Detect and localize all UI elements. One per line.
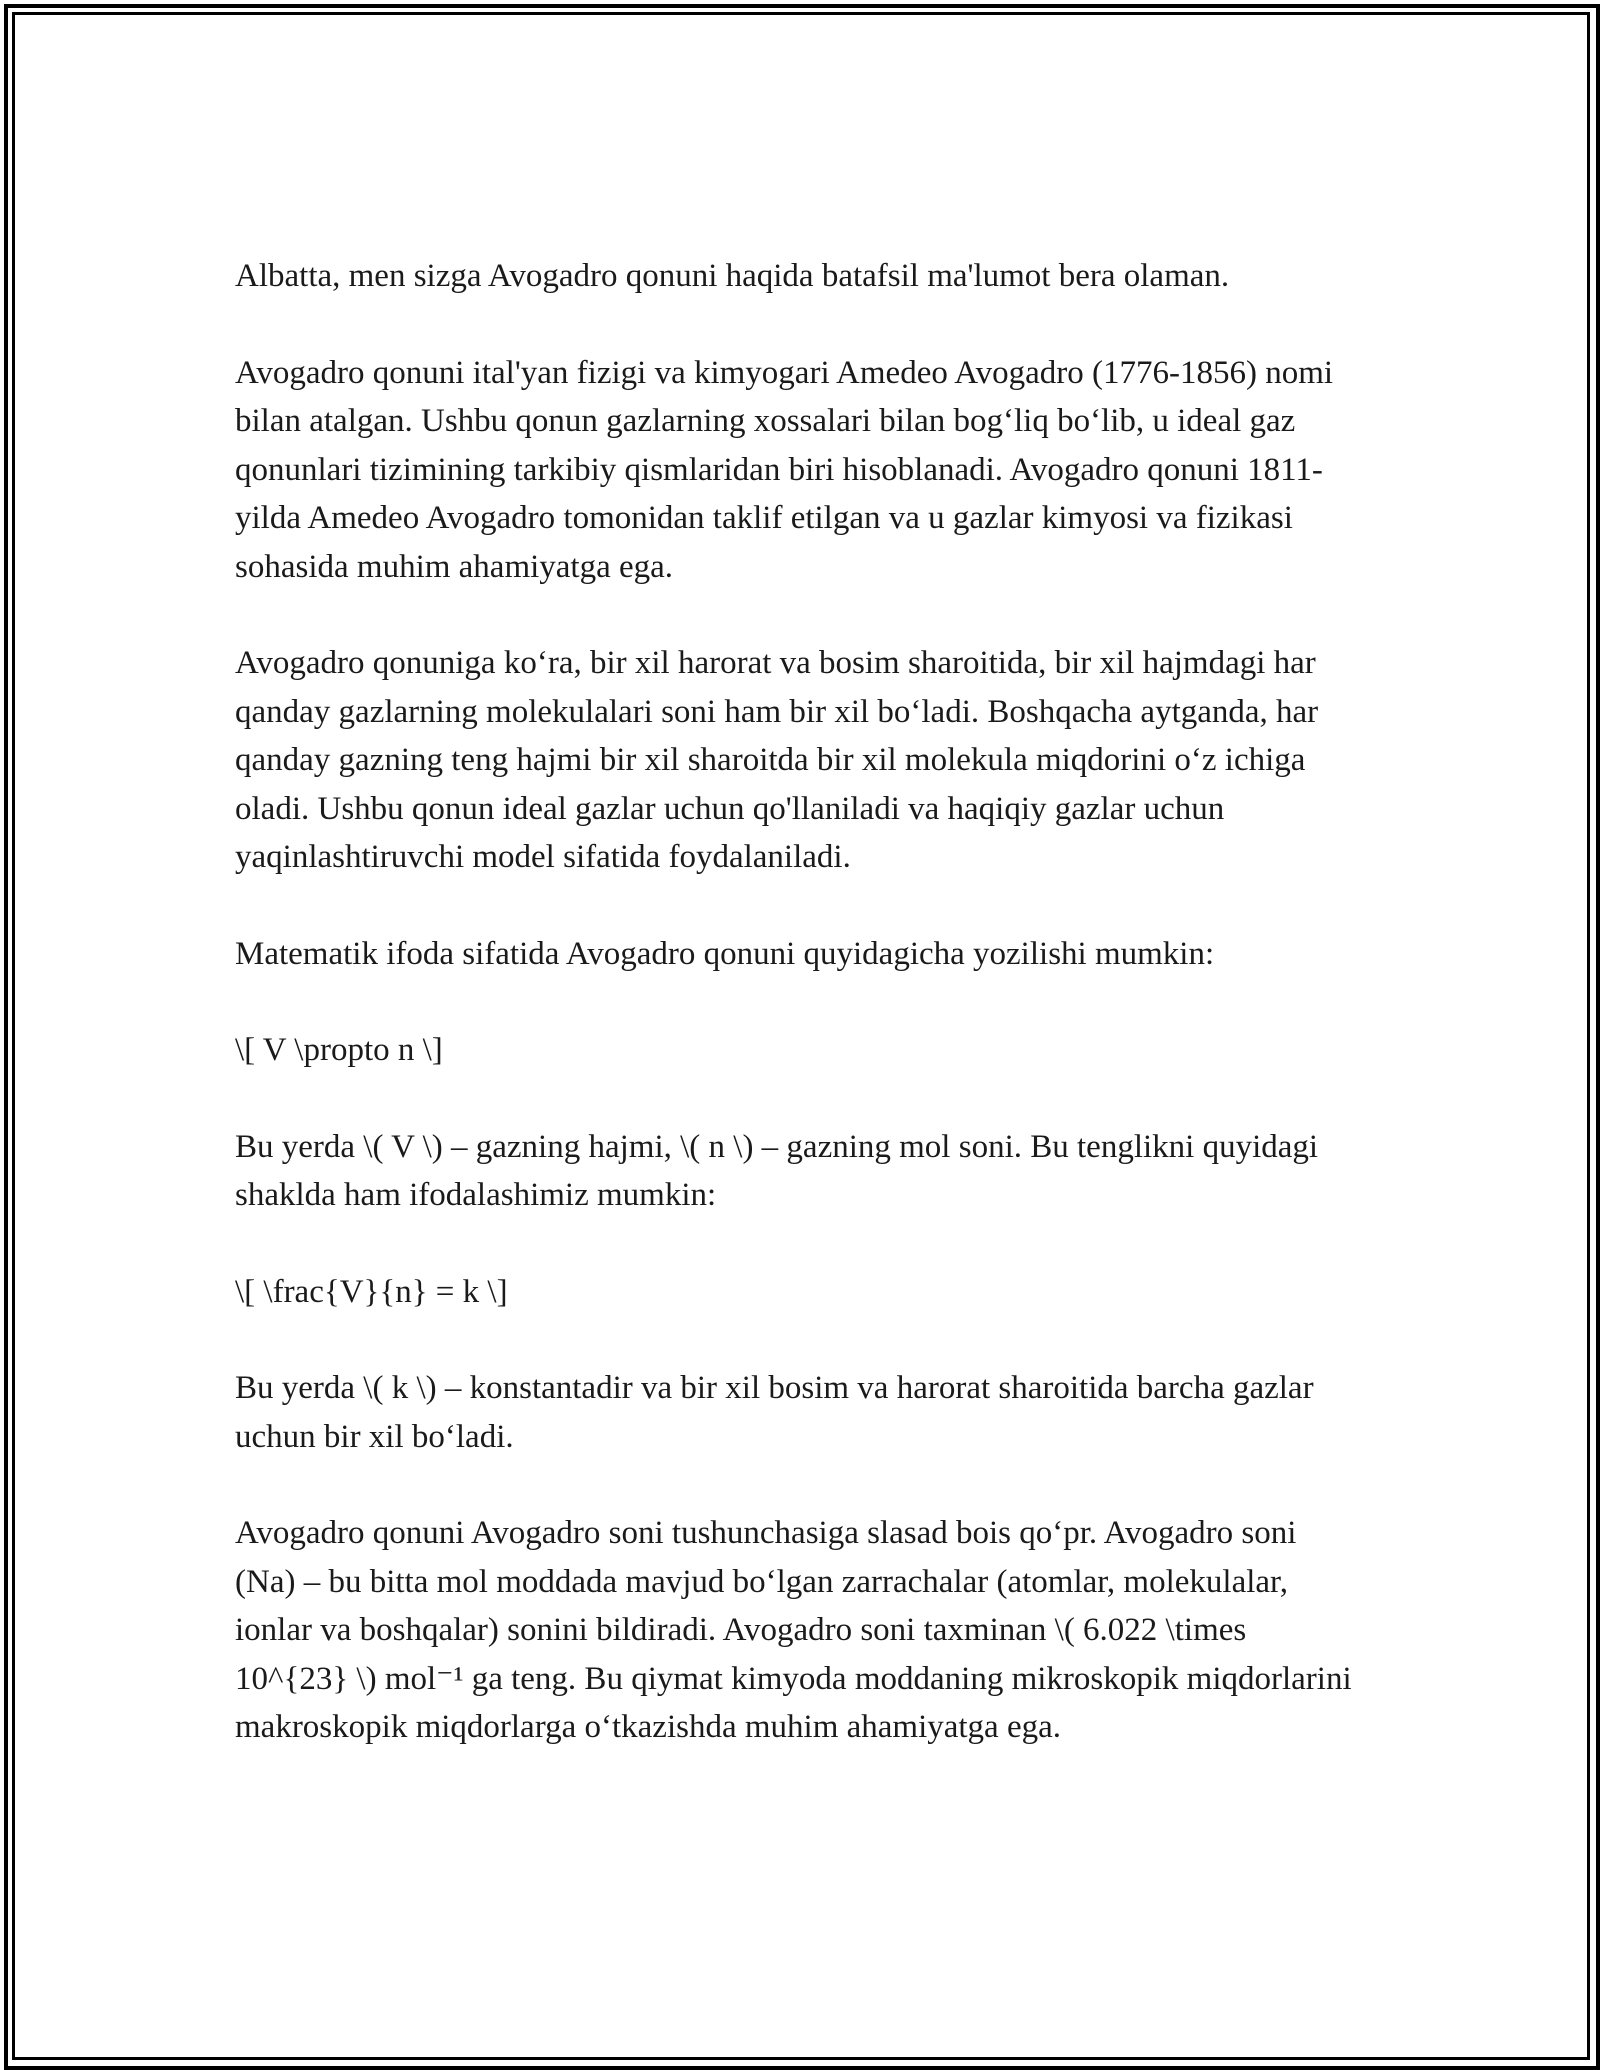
- definition-paragraph: Avogadro qonuniga ko‘ra, bir xil harorat va bosim sharoitida, bir xil hajmdagi har qanday gazlarning molekulalari soni ham bir xil bo‘ladi. Boshqacha aytganda, har qanday gazning teng hajmi bir xil sharoitda bir xil molekula miqdorini o‘z ichiga oladi. Ushbu qonun ideal gazlar uchun qo'llaniladi va haqiqiy gazlar uchun yaqinlashtiruvchi model sifatida foydalaniladi.: [235, 645, 1319, 875]
- avogadro-number-paragraph: Avogadro qonuni Avogadro soni tushunchasiga slasad bois qo‘pr. Avogadro soni (Na) – bu bitta mol moddada mavjud bo‘lgan zarrachalar (atomlar, molekulalar, ionlar va boshqalar) sonini bildiradi. Avogadro soni taxminan \( 6.022 \times 10^{23} \) mol⁻¹ ga teng. Bu qiymat kimyoda moddaning mikroskopik miqdorlarini makroskopik miqdorlarga o‘tkazishda muhim ahamiyatga ega.: [235, 1515, 1352, 1745]
- constant-paragraph: Bu yerda \( k \) – konstantadir va bir xil bosim va harorat sharoitida barcha gazlar uchun bir xil bo‘ladi.: [235, 1370, 1314, 1455]
- equation-ratio: \[ \frac{V}{n} = k \]: [235, 1273, 508, 1310]
- intro-paragraph: Albatta, men sizga Avogadro qonuni haqida batafsil ma'lumot bera olaman.: [235, 258, 1230, 294]
- history-paragraph: Avogadro qonuni ital'yan fizigi va kimyogari Amedeo Avogadro (1776-1856) nomi bilan atalgan. Ushbu qonun gazlarning xossalari bilan bog‘liq bo‘lib, u ideal gaz qonunlari tizimining tarkibiy qismlaridan biri hisoblanadi. Avogadro qonuni 1811-yilda Amedeo Avogadro tomonidan taklif etilgan va u gazlar kimyosi va fizikasi sohasida muhim ahamiyatga ega.: [235, 354, 1334, 585]
- math-intro-paragraph: Matematik ifoda sifatida Avogadro qonuni quyidagicha yozilishi mumkin:: [235, 935, 1215, 972]
- variables-paragraph: Bu yerda \( V \) – gazning hajmi, \( n \) – gazning mol soni. Bu tenglikni quyidagi shaklda ham ifodalashimiz mumkin:: [235, 1128, 1319, 1213]
- document-body: [235, 252, 1365, 1800]
- equation-proportional: \[ V \propto n \]: [235, 1032, 443, 1068]
